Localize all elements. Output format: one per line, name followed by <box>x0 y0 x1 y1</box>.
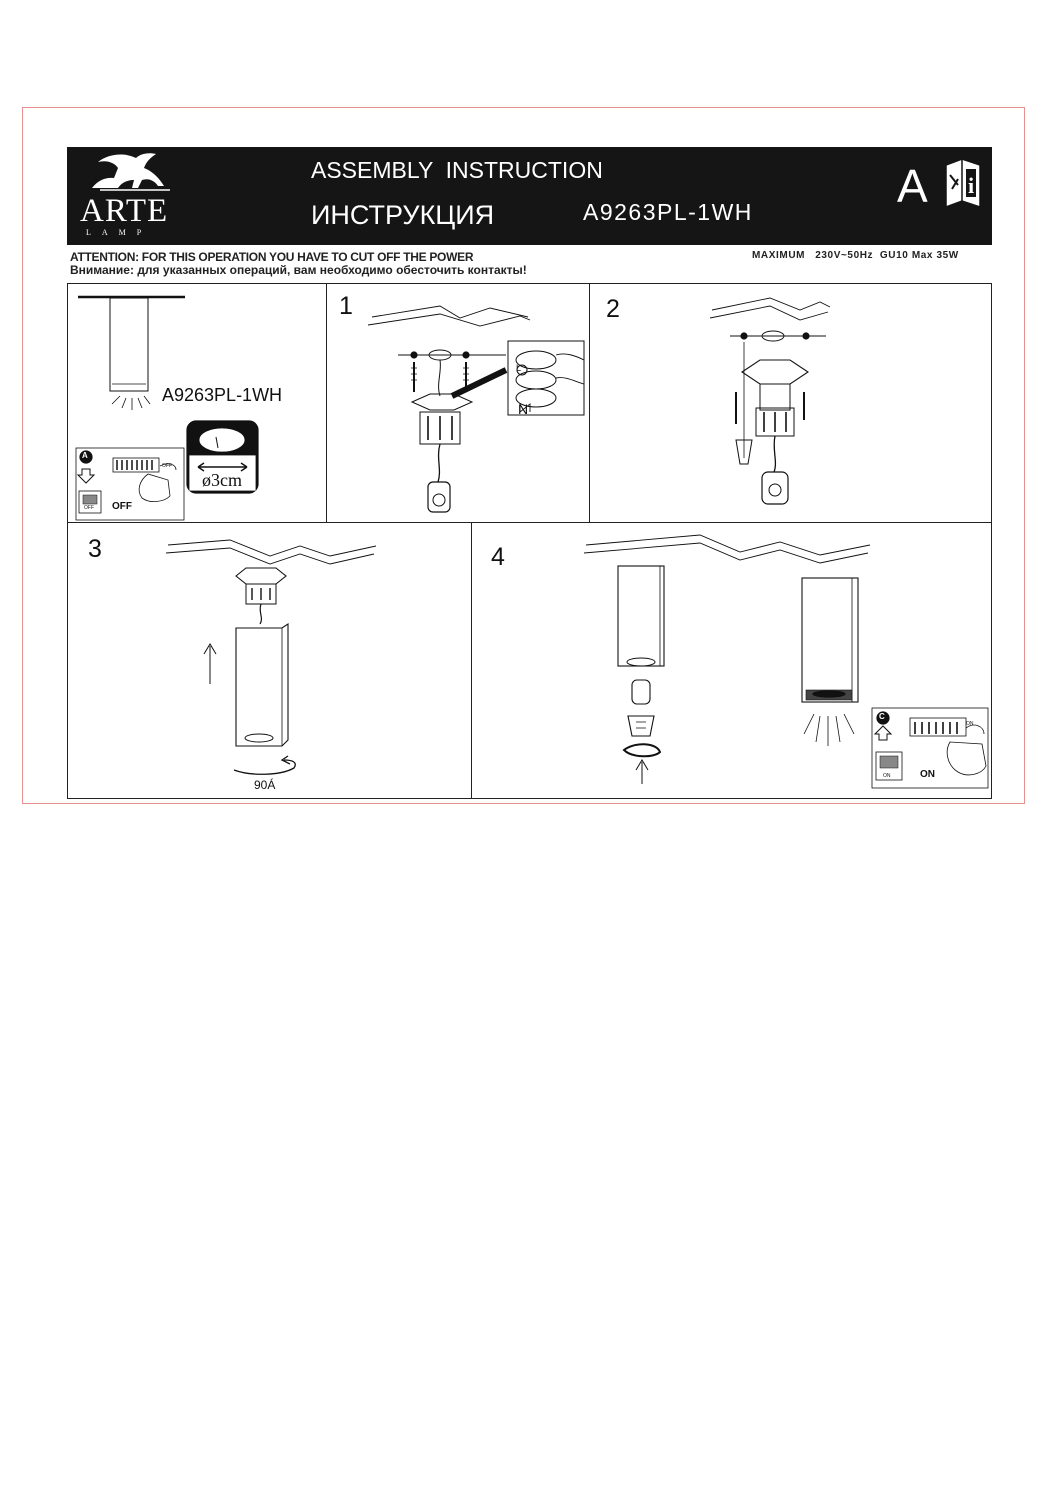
brand-logo-text: ARTE <box>80 193 169 229</box>
switch-panel-off-label: OFF <box>84 505 94 511</box>
brand-letter: A <box>897 160 928 212</box>
rotation-label: 90Á <box>254 778 276 792</box>
overview-model-label: A9263PL-1WH <box>162 385 283 405</box>
step4-lamp-diagram <box>584 535 870 784</box>
switch-lever-on-label: ON <box>966 721 974 727</box>
brand-logo-subtext: LAMP <box>86 228 153 237</box>
step-3-number: 3 <box>88 535 102 563</box>
switch-badge-a: A <box>82 451 88 460</box>
svg-text:i: i <box>967 173 975 198</box>
switch-panel-on-label: ON <box>883 773 891 779</box>
switch-on-label: ON <box>920 769 935 780</box>
step-4-number: 4 <box>491 543 505 571</box>
step2-mounting-diagram <box>710 298 830 504</box>
step-1-number: 1 <box>339 292 353 320</box>
hole-size-label: ø3cm <box>202 470 242 490</box>
electrical-spec: MAXIMUM 230V~50Hz GU10 Max 35W <box>752 250 959 261</box>
switch-badge-c: C <box>879 712 885 721</box>
terminal-l-label: L <box>516 363 522 373</box>
model-number-heading: A9263PL-1WH <box>583 199 753 225</box>
step3-attach-diagram <box>166 540 376 774</box>
step1-ceiling-diagram <box>368 306 584 512</box>
switch-off-label: OFF <box>112 501 132 512</box>
terminal-n-label: N <box>518 401 529 417</box>
title-english: ASSEMBLY INSTRUCTION <box>311 157 603 183</box>
title-russian: ИНСТРУКЦИЯ <box>311 200 495 230</box>
attention-english: ATTENTION: FOR THIS OPERATION YOU HAVE TO CUT OFF THE POWER <box>70 250 474 264</box>
switch-lever-off-label: OFF <box>162 463 172 469</box>
attention-russian: Внимание: для указанных операций, вам необходимо обесточить контакты! <box>70 263 527 277</box>
step-2-number: 2 <box>606 295 620 323</box>
